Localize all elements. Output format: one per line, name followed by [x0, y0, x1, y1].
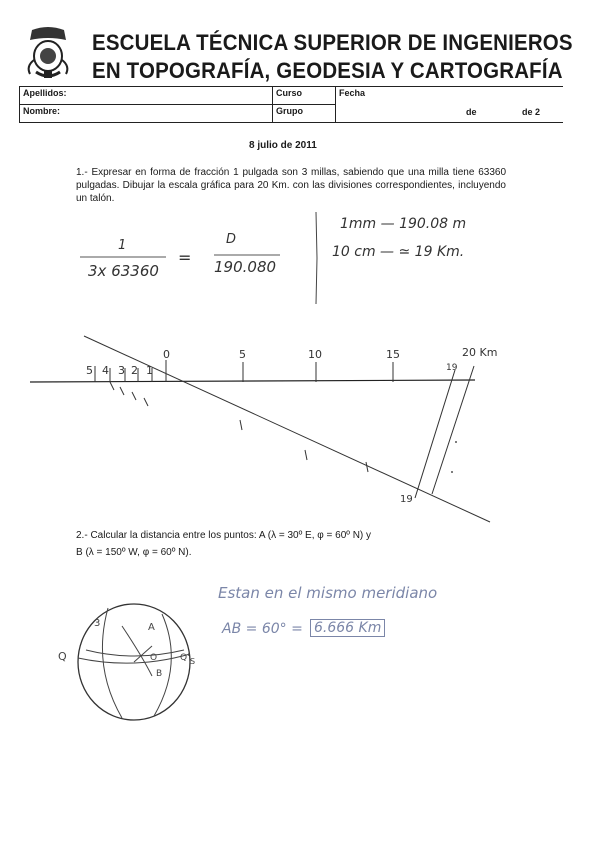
fraction-2-numerator: D	[226, 232, 237, 247]
scale-label-1: 1	[146, 364, 153, 377]
scale-label-5: 5	[239, 348, 246, 361]
scale-label-10: 10	[308, 348, 322, 361]
scale-label-20km: 20 Km	[462, 346, 498, 359]
question-2-line2: B (λ = 150º W, φ = 60º N).	[76, 547, 192, 558]
question-2-line1: 2.- Calcular la distancia entre los puntos: A (λ = 30º E, φ = 60º N) y	[76, 530, 372, 541]
scale-label-15: 15	[386, 348, 400, 361]
sphere-label-q: Q	[58, 650, 67, 663]
course-field[interactable]: Curso	[273, 87, 336, 105]
scale-note-2: 10 cm — ≃ 19 Km.	[332, 244, 465, 260]
fraction-1-denominator: 3x 63360	[88, 262, 159, 280]
distance-result-prefix: AB = 60° =	[222, 621, 303, 637]
scale-note-1: 1mm — 190.08 m	[340, 216, 467, 232]
meridian-note: Estan en el mismo meridiano	[218, 584, 438, 602]
scale-label-4: 4	[102, 364, 109, 377]
sphere-label-b: B	[156, 669, 163, 679]
group-field[interactable]: Grupo	[273, 105, 336, 123]
sphere-diagram	[52, 596, 202, 736]
fraction-2-bar	[212, 253, 282, 257]
student-info-form	[19, 86, 563, 123]
fraction-2-denominator: 190.080	[214, 258, 277, 276]
scale-label-0: 0	[163, 348, 170, 361]
name-field[interactable]: Nombre:	[20, 105, 273, 123]
fraction-1-bar	[78, 255, 168, 259]
date-field[interactable]: Fecha	[336, 87, 564, 105]
school-crest-logo	[22, 26, 74, 82]
scale-label-3: 3	[118, 364, 125, 377]
school-name-line1: ESCUELA TÉCNICA SUPERIOR DE INGENIEROS	[92, 30, 573, 55]
page-count-field: de de 2	[336, 105, 564, 123]
sphere-label-3: 3	[94, 618, 101, 629]
distance-result-value: 6.666 Km	[310, 619, 385, 637]
fraction-1-numerator: 1	[118, 238, 127, 253]
scale-label-2: 2	[131, 364, 138, 377]
sphere-label-o: O	[150, 653, 158, 663]
diagonal-label-19: 19	[400, 494, 413, 505]
sphere-label-a: A	[148, 622, 155, 633]
fraction-equals: =	[178, 248, 192, 267]
sphere-label-s: S	[190, 657, 196, 666]
surname-field[interactable]: Apellidos:	[20, 87, 273, 105]
scale-label-19: 19	[446, 363, 458, 373]
graphic-scale-drawing	[0, 330, 600, 530]
school-name-line2: EN TOPOGRAFÍA, GEODESIA Y CARTOGRAFÍA	[92, 58, 563, 83]
scale-label-5-heel: 5	[86, 364, 93, 377]
answer-divider-line	[310, 208, 322, 308]
sphere-label-q-prime: Q'	[180, 653, 190, 663]
question-1-text: 1.- Expresar en forma de fracción 1 pulgada son 3 millas, sabiendo que una milla tiene 63360 pulgadas. Dibujar la escala gráfica para 20 Km. con las divisiones correspondientes, incluyendo un talón.	[76, 167, 506, 204]
exam-date: 8 julio de 2011	[249, 140, 317, 151]
